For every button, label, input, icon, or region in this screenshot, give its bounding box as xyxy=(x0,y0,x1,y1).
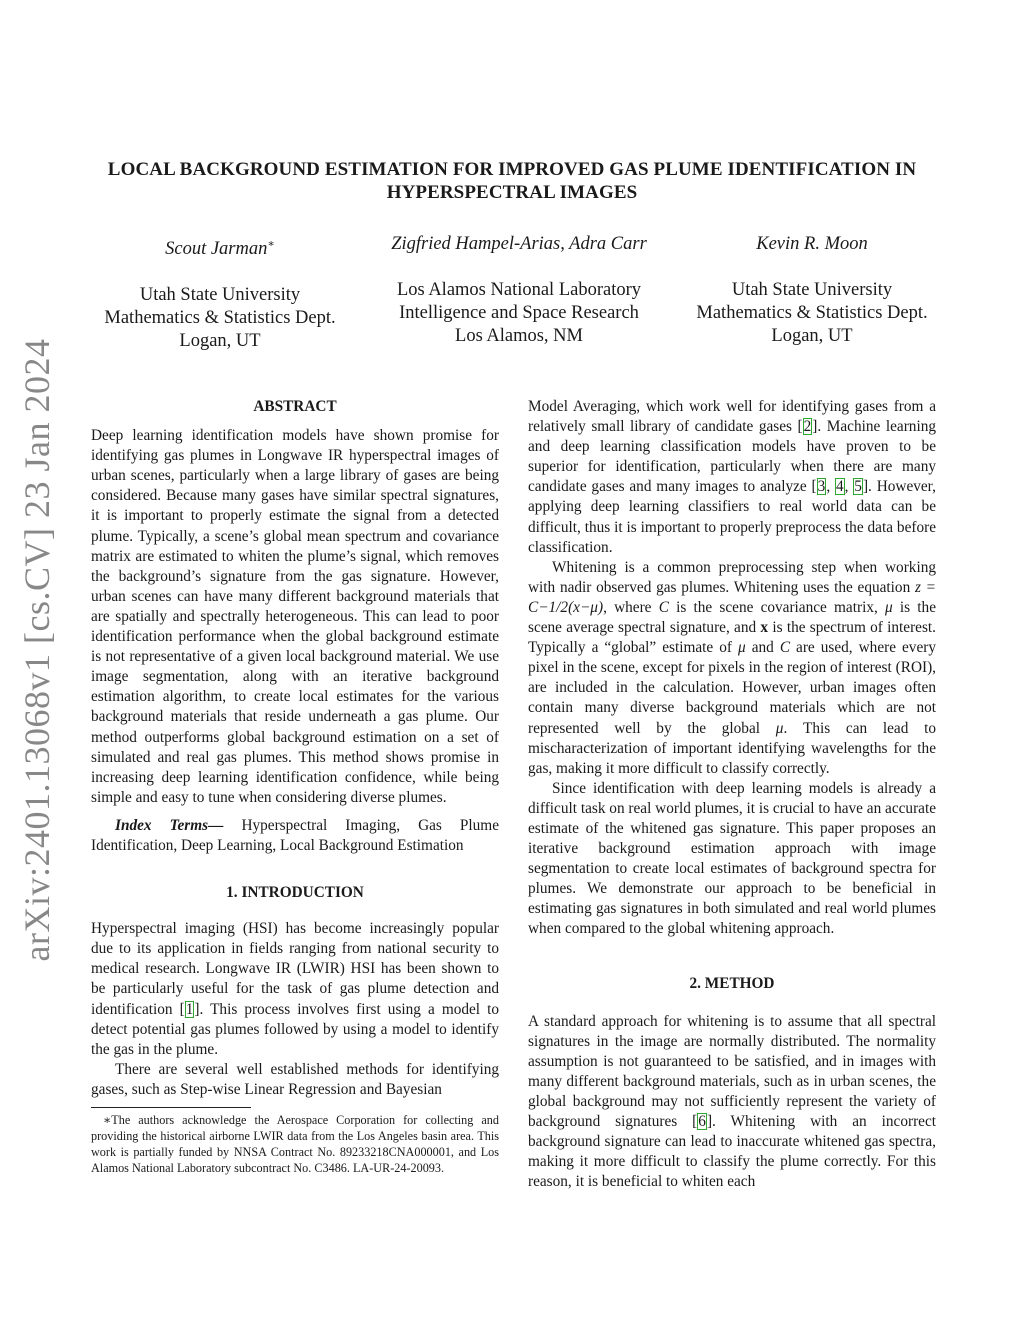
author-1 xyxy=(80,233,360,353)
body-paragraph: Model Averaging, which work well for identifying gases from a relatively small library of candidate gases [2]. Machine learning and deep learning classification models have proven to be superior for identification, particularly when there are many candidate gases and many images to analyze [3, 4, 5]. However, applying deep learning classifiers to real world data can be difficult, thus it is important to properly preprocess the data before classification. xyxy=(528,398,936,556)
citation-link[interactable]: 1 xyxy=(185,1000,194,1018)
author-name: Zigfried Hampel-Arias, Adra Carr xyxy=(391,234,647,254)
author-block xyxy=(0,233,1024,363)
left-column xyxy=(91,397,499,1176)
arxiv-id[interactable]: arXiv:2401.13068v1 [cs.CV] 23 Jan 2024 xyxy=(17,338,57,962)
citation-link[interactable]: 6 xyxy=(698,1113,706,1131)
affiliation-line: Los Alamos National Laboratory xyxy=(396,280,642,300)
abstract-heading: ABSTRACT xyxy=(253,398,337,415)
paper-title: LOCAL BACKGROUND ESTIMATION FOR IMPROVED GAS PLUME IDENTIFICATION IN HYPERSPECTRAL IMAGES xyxy=(107,159,917,203)
affiliation-line: Los Alamos, NM xyxy=(455,326,583,346)
author-name: Scout Jarman∗ xyxy=(165,238,275,260)
author-2 xyxy=(368,233,670,348)
affiliation-line: Logan, UT xyxy=(771,326,853,346)
citation-link[interactable]: 4 xyxy=(835,478,844,496)
body-paragraph: Since identification with deep learning models is already a difficult task on real world plumes, it is crucial to have an accurate estimate of the whitened gas signature. This paper proposes an iterative background estimation approach with image segmentation to create local estimates of background spectra for plumes. We demonstrate our approach to be beneficial in estimating gas signatures in both simulated and real world plumes when compared to the global whitening approach. xyxy=(528,779,936,938)
affiliation-line: Utah State University xyxy=(139,285,301,306)
whitening-equation: z = C−1/2(x−μ) xyxy=(528,578,936,616)
footnote: ∗The authors acknowledge the Aerospace Corporation for collecting and providing the historical airborne LWIR data from the Los Angeles basin area. This work is partially funded by NNSA Contract No. 89233218CNA000001, and Los Alamos National Laboratory subcontract No. C3486. LA-UR-24-20093. xyxy=(91,1113,499,1175)
intro-paragraph: There are several well established methods for identifying gases, such as Step-wise Linear Regression and Bayesian xyxy=(91,1060,499,1098)
affiliation-line: Logan, UT xyxy=(179,331,261,352)
index-terms-label: Index Terms— xyxy=(115,816,224,834)
author-3 xyxy=(676,233,948,348)
affiliation-line: Mathematics & Statistics Dept. xyxy=(104,308,336,329)
intro-paragraph: Hyperspectral imaging (HSI) has become increasingly popular due to its application in fields ranging from national security to medical research. Longwave IR (LWIR) HSI has been shown to be particularly useful for the task of gas plume detection and identification [1]. This process involves first using a model to detect potential gas plumes followed by using a model to identify the gas in the plume. xyxy=(91,920,499,1058)
intro-heading: 1. INTRODUCTION xyxy=(226,884,364,902)
arxiv-stamp xyxy=(2,338,72,962)
affiliation-line: Utah State University xyxy=(731,280,893,300)
author-name: Kevin R. Moon xyxy=(756,234,868,254)
right-column xyxy=(528,397,936,1192)
body-paragraph: Whitening is a common preprocessing step when working with nadir observed gas plumes. Whitening uses the equation z = C−1/2(x−μ), where C is the scene covariance matrix, μ is the scene average spectral signature, and x is the spectrum of interest. Typically a “global” estimate of μ and C are used, where every pixel in the scene, except for pixels in the region of interest (ROI), are included in the calculation. However, urban images often contain many diverse background materials which are not represented well by the global μ. This can lead to mischaracterization of important identifying wavelengths for the gas, making it more difficult to classify correctly. xyxy=(528,558,937,777)
citation-link[interactable]: 3 xyxy=(817,478,826,496)
citation-link[interactable]: 2 xyxy=(803,418,812,436)
footnote-rule xyxy=(91,1107,251,1108)
method-heading: 2. METHOD xyxy=(689,974,775,992)
abstract-text: Deep learning identification models have shown promise for identifying gas plumes in Longwave IR hyperspectral images of urban scenes, particularly when a large library of gases are being considered. Because many gases have similar spectral signatures, it is important to properly estimate the signal from a detected plume. Typically, a scene’s global mean spectrum and covariance matrix are estimated to whiten the plume’s signal, which removes the background’s signature from the gas signature. However, urban scenes can have many different background materials that are spatially and spectrally heterogeneous. This can lead to poor identification performance when the global background estimate is not representative of a given local background material. We use image segmentation, along with an iterative background estimation algorithm, to create local estimates for the various background materials that reside underneath a gas plume. Our method outperforms global background estimation on a set of simulated and real gas plumes. This method shows promise in increasing deep learning identification confidence, while being simple and easy to tune when considering diverse plumes. xyxy=(91,427,499,806)
citation-link[interactable]: 5 xyxy=(854,478,862,496)
affiliation-line: Mathematics & Statistics Dept. xyxy=(696,303,928,323)
affiliation-line: Intelligence and Space Research xyxy=(399,303,639,323)
body-paragraph: A standard approach for whitening is to assume that all spectral signatures in the image are normally distributed. The normality assumption is not guaranteed to be satisfied, and in images with many different background materials, such as in urban scenes, the global background may not sufficiently represent the variety of background signatures [6]. Whitening with an incorrect background signature can lead to inaccurate whitened gas spectra, making it more difficult to classify the plume correctly. For this reason, it is beneficial to whiten each xyxy=(528,1012,937,1191)
index-terms: Index Terms— Hyperspectral Imaging, Gas Plume Identification, Deep Learning, Local Background Estimation xyxy=(91,816,499,854)
